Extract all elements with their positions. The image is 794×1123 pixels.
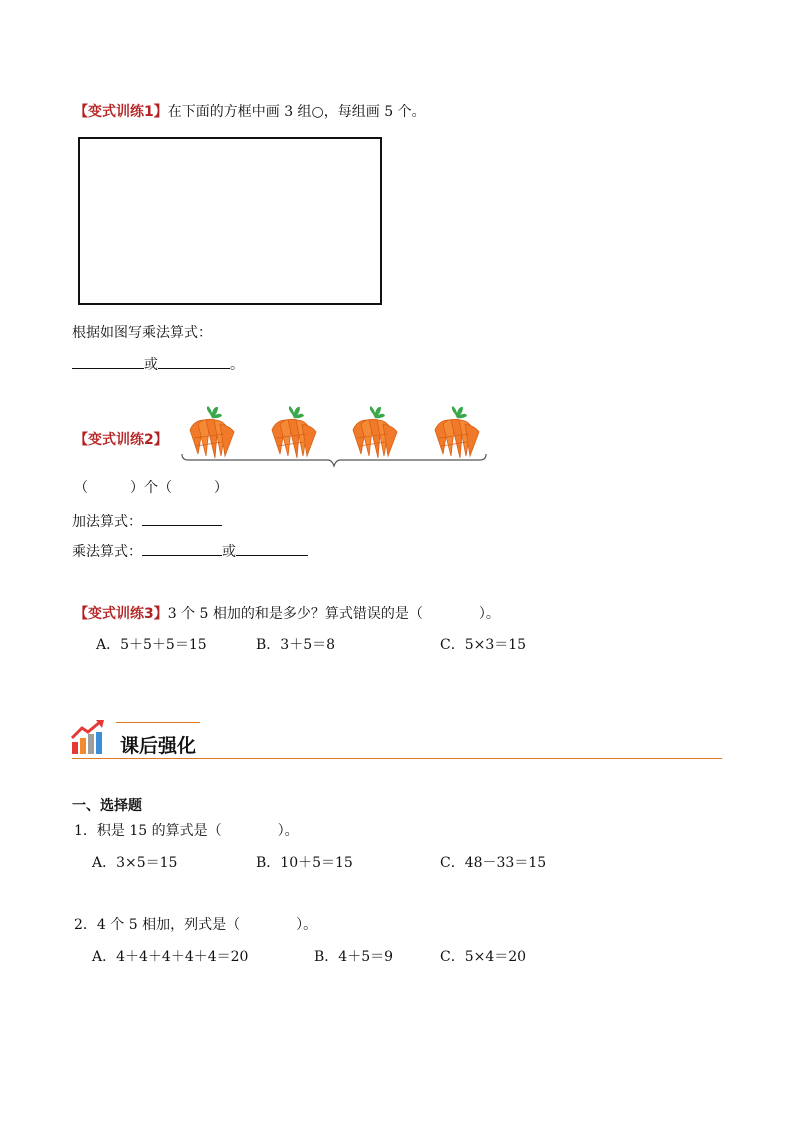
q2-option-b[interactable]: B．4＋5＝9 (314, 949, 394, 965)
answer-blank[interactable] (158, 353, 230, 369)
option-a[interactable]: A．5＋5＋5＝15 (96, 637, 207, 653)
exercise-3-tag: 【变式训练3】 (74, 606, 168, 622)
exercise-1-line (74, 101, 426, 121)
option-b[interactable]: B．3＋5＝8 (256, 637, 336, 653)
exercise-1-prompt: 在下面的方框中画 3 组○，每组画 5 个。 (167, 104, 426, 120)
exercise-1-answer-line (72, 353, 244, 374)
exercise-2-groups: （ ）个（ ） (74, 480, 228, 496)
q1-option-b[interactable]: B．10＋5＝15 (256, 855, 353, 871)
exercise-2-add-line (72, 510, 222, 531)
q2-option-c[interactable]: C．5×4＝20 (440, 949, 527, 965)
exercise-2-mul-line (72, 540, 308, 561)
question-2: 2．4 个 5 相加，列式是（ ）。 (74, 917, 318, 933)
or-text: 或 (144, 357, 158, 373)
part-heading: 一、选择题 (72, 798, 142, 814)
carrot-bunch-icon (435, 406, 479, 458)
answer-blank[interactable] (72, 353, 144, 369)
or-text: 或 (222, 544, 236, 560)
carrot-bunch-icon (353, 406, 397, 458)
exercise-1-tag: 【变式训练1】 (74, 104, 168, 120)
q2-option-a[interactable]: A．4＋4＋4＋4＋4＝20 (92, 949, 249, 965)
question-1: 1．积是 15 的算式是（ ）。 (74, 823, 299, 839)
carrot-bunch-icon (272, 406, 316, 458)
period-text: 。 (230, 357, 244, 373)
exercise-2-tag: 【变式训练2】 (74, 432, 168, 448)
q1-option-a[interactable]: A．3×5＝15 (92, 855, 178, 871)
answer-blank[interactable] (236, 540, 308, 556)
exercise-3-question: 3 个 5 相加的和是多少？算式错误的是（ ）。 (167, 606, 500, 622)
mul-label: 乘法算式： (72, 544, 142, 560)
drawing-box[interactable] (78, 137, 382, 305)
carrot-groups-figure (180, 402, 492, 472)
section-title: 课后强化 (120, 735, 197, 757)
add-label: 加法算式： (72, 514, 142, 530)
bar-chart-arrow-icon (70, 718, 110, 756)
section-divider (72, 758, 722, 759)
q1-option-c[interactable]: C．48－33＝15 (440, 855, 547, 871)
answer-blank[interactable] (142, 510, 222, 526)
answer-blank[interactable] (142, 540, 222, 556)
exercise-1-label: 根据如图写乘法算式： (72, 325, 212, 341)
section-title-overline (116, 722, 200, 723)
carrot-bunch-icon (190, 406, 234, 458)
curly-brace (182, 454, 486, 466)
exercise-3-line (74, 603, 500, 623)
option-c[interactable]: C．5×3＝15 (440, 637, 527, 653)
